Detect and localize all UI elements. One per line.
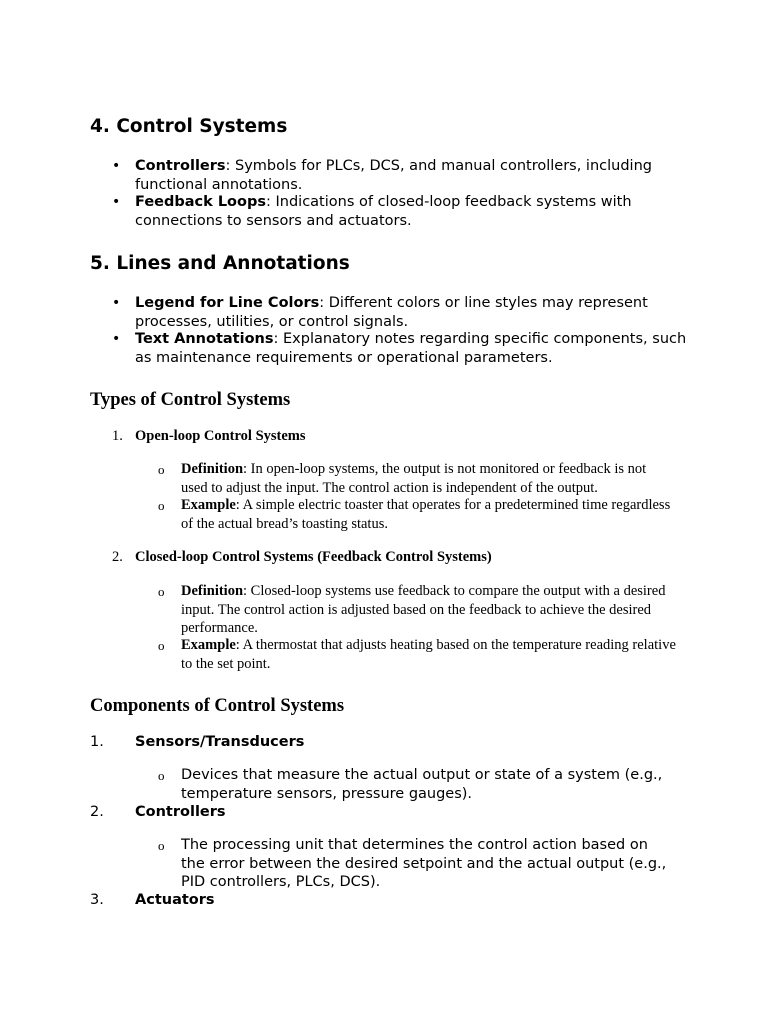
sub-item-text: : In open-loop systems, the output is not monitored or feedback is not used to adjust the input. The control action is independent of the output. [181, 461, 647, 496]
list-item-term: Controllers [135, 158, 226, 174]
bullet-marker: • [112, 158, 121, 174]
components-heading: Components of Control Systems [90, 696, 345, 716]
list-number: 2. [112, 549, 123, 565]
sub-item-term: Definition [181, 583, 244, 599]
list-item-text: : Symbols for PLCs, DCS, and manual controllers, including functional annotations. [135, 158, 652, 193]
list-item [135, 157, 695, 194]
sub-bullet-marker: o [158, 462, 165, 477]
list-number: 3. [90, 892, 104, 908]
list-number: 1. [112, 428, 123, 444]
types-heading: Types of Control Systems [90, 390, 291, 410]
sub-list-item [181, 496, 676, 533]
sub-list-item [181, 636, 676, 673]
sub-bullet-marker: o [158, 498, 165, 513]
component-detail: The processing unit that determines the control action based on the error between the desired setpoint and the actual output (e.g., PID controllers, PLCs, DCS). [181, 837, 667, 890]
sub-item-term: Example [181, 497, 236, 513]
list-number: 2. [90, 804, 104, 820]
sub-bullet-marker: o [158, 584, 165, 599]
sub-item-term: Definition [181, 461, 244, 477]
list-number: 1. [90, 734, 104, 750]
sub-list-item [181, 582, 676, 638]
type-title: Open-loop Control Systems [135, 428, 306, 444]
type-title: Closed-loop Control Systems (Feedback Control Systems) [135, 549, 492, 565]
list-item [135, 330, 695, 367]
sub-bullet-marker: o [158, 768, 165, 783]
component-detail: Devices that measure the actual output or state of a system (e.g., temperature sensors, pressure gauges). [181, 767, 663, 802]
sub-list-item [181, 460, 676, 497]
list-item-term: Feedback Loops [135, 194, 266, 210]
list-item [135, 294, 695, 331]
section-5-heading: 5. Lines and Annotations [90, 253, 350, 274]
sub-item-text: : Closed-loop systems use feedback to compare the output with a desired input. The control action is adjusted based on the feedback to achieve the desired performance. [181, 583, 666, 636]
sub-item-text: : A thermostat that adjusts heating based on the temperature reading relative to the set point. [181, 637, 676, 672]
bullet-marker: • [112, 194, 121, 210]
list-item-text: : Different colors or line styles may represent processes, utilities, or control signals. [135, 295, 648, 330]
sub-bullet-marker: o [158, 638, 165, 653]
list-item-term: Legend for Line Colors [135, 295, 320, 311]
component-title: Actuators [135, 892, 215, 908]
section-4-heading: 4. Control Systems [90, 116, 288, 137]
list-item-text: : Explanatory notes regarding specific components, such as maintenance requirements or operational parameters. [135, 331, 687, 366]
component-title: Sensors/Transducers [135, 734, 305, 750]
sub-item-text: : A simple electric toaster that operates for a predetermined time regardless of the actual bread’s toasting status. [181, 497, 671, 532]
bullet-marker: • [112, 295, 121, 311]
list-item [135, 193, 695, 230]
bullet-marker: • [112, 331, 121, 347]
component-title: Controllers [135, 804, 226, 820]
list-item-term: Text Annotations [135, 331, 274, 347]
list-item-text: : Indications of closed-loop feedback systems with connections to sensors and actuators. [135, 194, 632, 229]
sub-item-term: Example [181, 637, 236, 653]
sub-bullet-marker: o [158, 838, 165, 853]
